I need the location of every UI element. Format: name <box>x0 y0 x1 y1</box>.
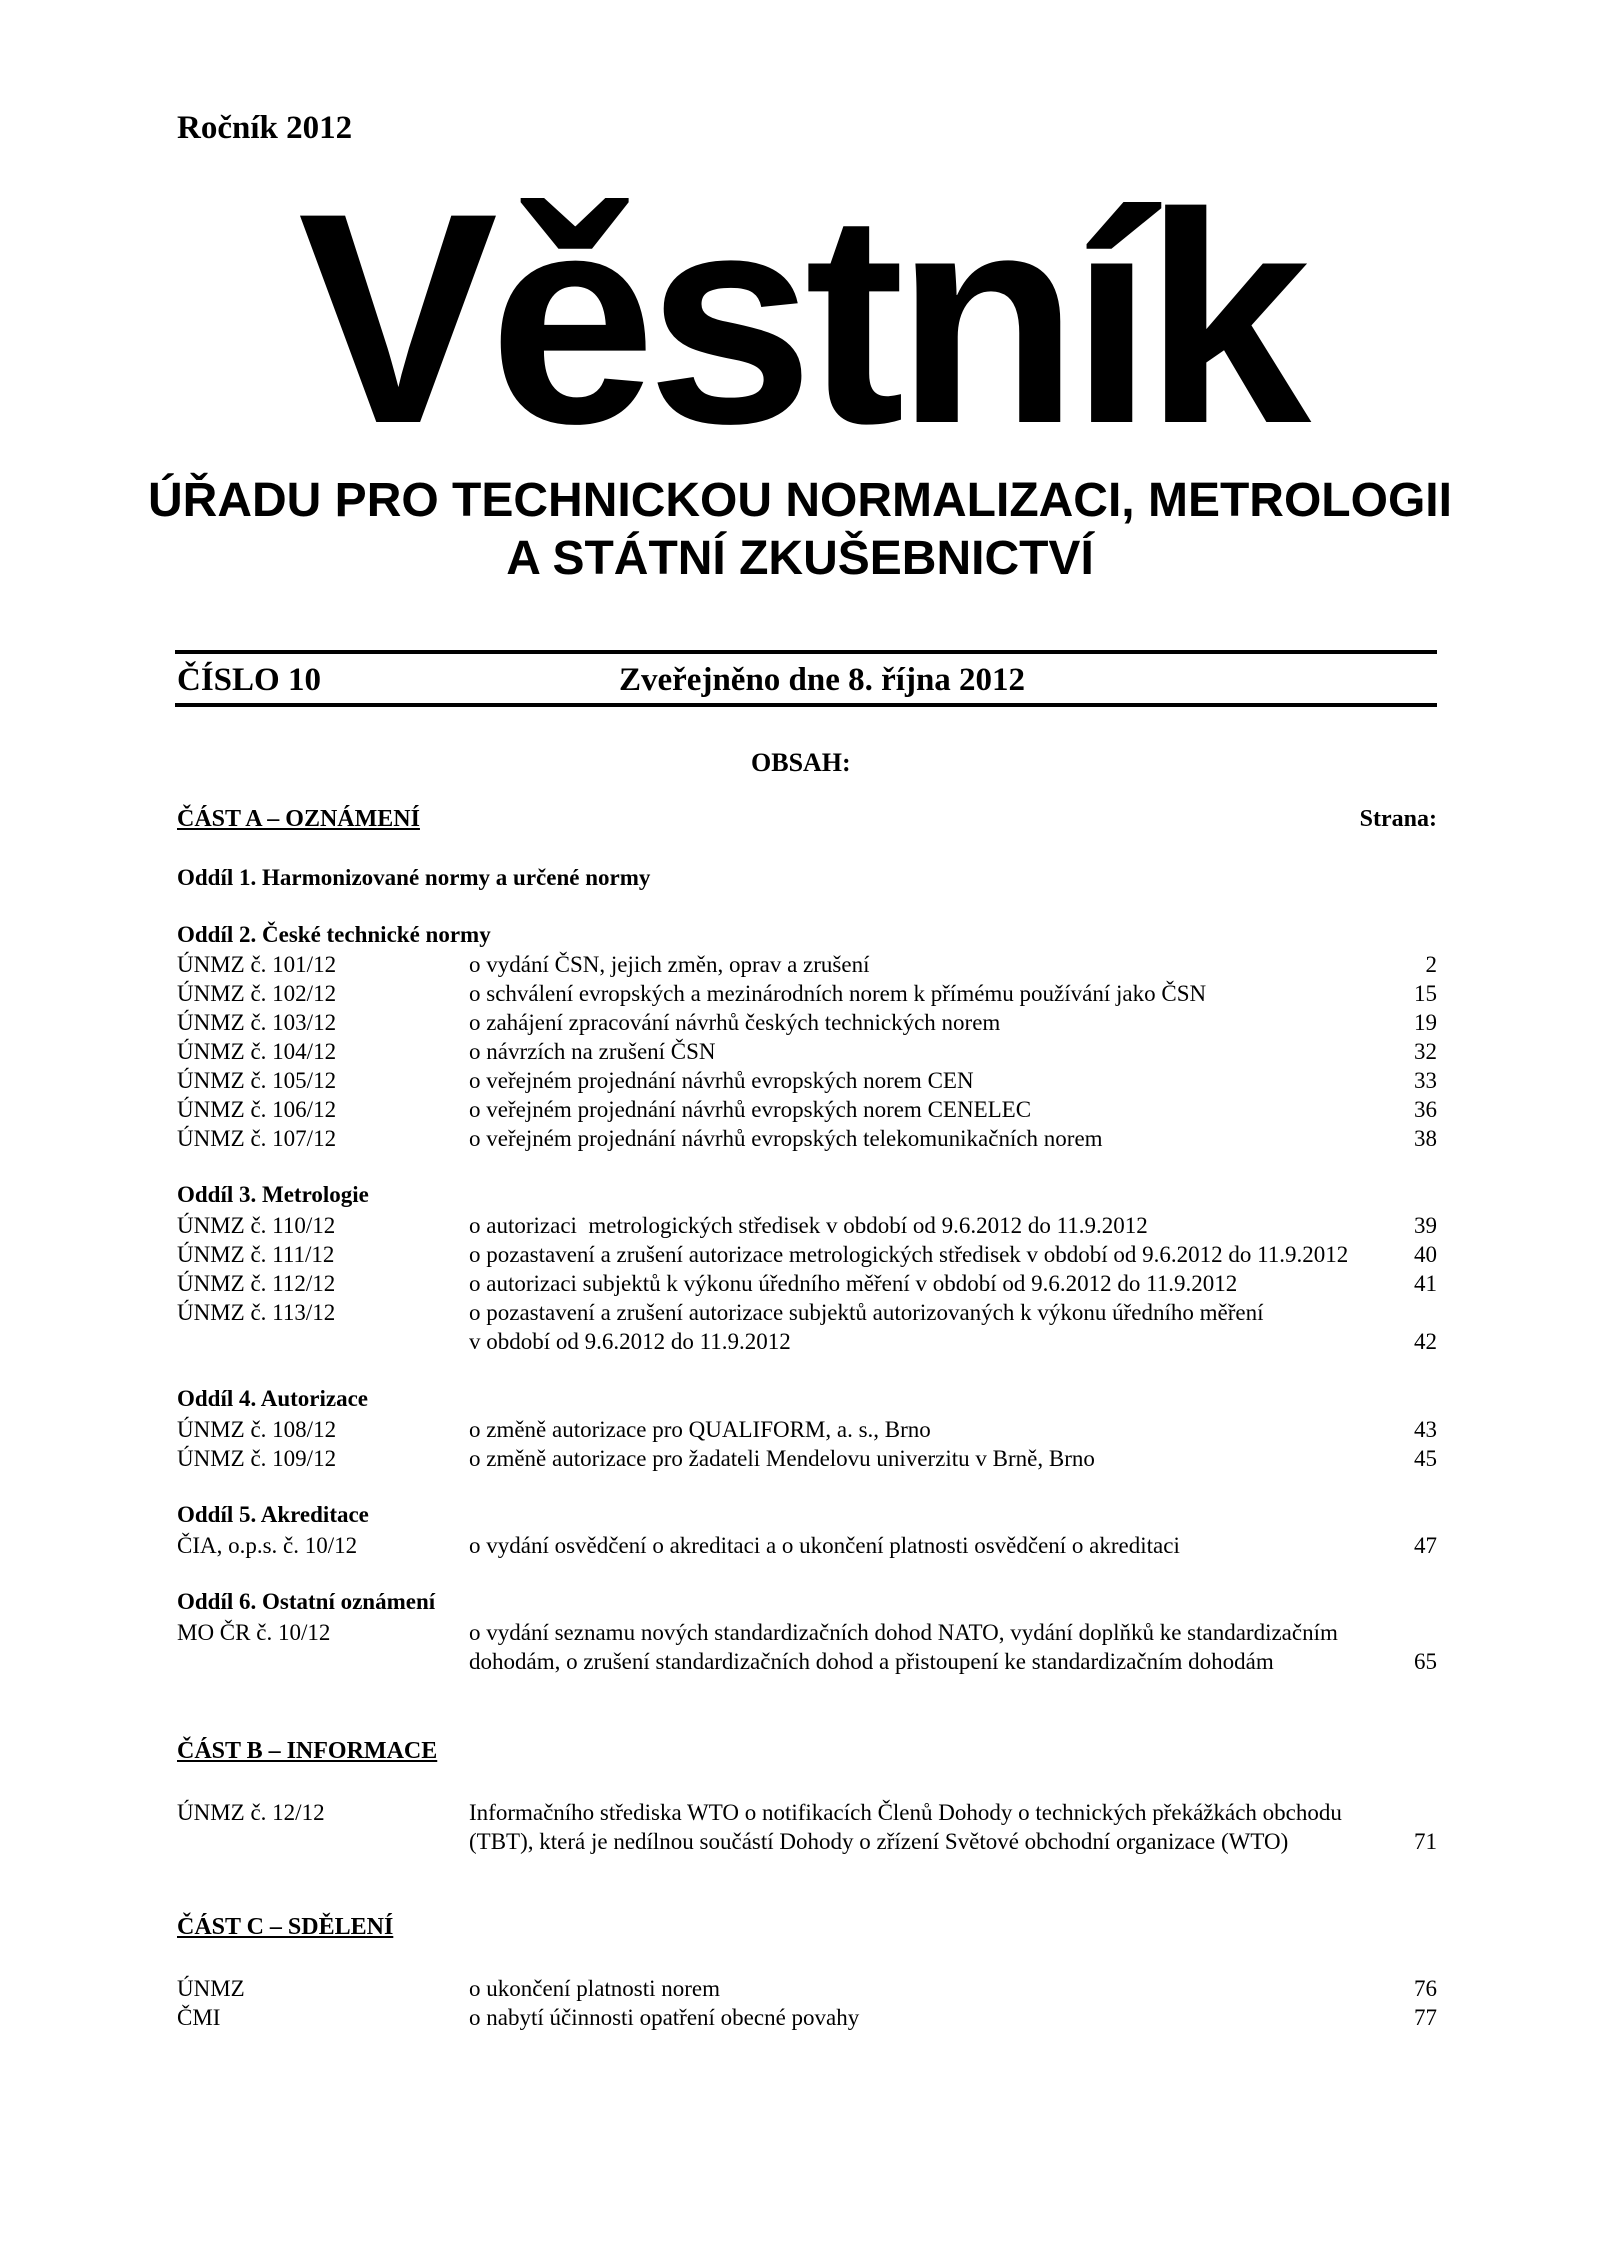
top-rule <box>175 650 1437 654</box>
entry-ref: ÚNMZ č. 107/12 <box>177 1126 337 1151</box>
entry-desc: o vydání seznamu nových standardizačních dohod NATO, vydání doplňků ke standardizačním <box>469 1620 1338 1645</box>
entry-ref: ÚNMZ č. 108/12 <box>177 1417 337 1442</box>
entry-desc-continued: v období od 9.6.2012 do 11.9.2012 <box>469 1329 791 1354</box>
part-b-title: ČÁST B – INFORMACE <box>177 1738 438 1764</box>
entry-ref: ÚNMZ č. 101/12 <box>177 952 337 977</box>
entry-desc: o návrzích na zrušení ČSN <box>469 1039 716 1064</box>
part-c-title: ČÁST C – SDĚLENÍ <box>177 1914 394 1940</box>
issue-number: ČÍSLO 10 <box>177 662 321 698</box>
publisher-subtitle <box>0 472 1600 588</box>
entry-desc: o schválení evropských a mezinárodních norem k přímému používání jako ČSN <box>469 981 1207 1006</box>
entry-ref: ÚNMZ č. 112/12 <box>177 1271 336 1296</box>
part-b-heading <box>177 1738 1437 1765</box>
entry-ref: ÚNMZ č. 113/12 <box>177 1300 336 1325</box>
entry-page: 43 <box>1414 1417 1437 1442</box>
section-title: Oddíl 2. České technické normy <box>177 922 491 947</box>
entry-ref: ÚNMZ č. 104/12 <box>177 1039 337 1064</box>
volume-year: Ročník 2012 <box>177 110 353 146</box>
entry-desc: o autorizaci subjektů k výkonu úředního měření v období od 9.6.2012 do 11.9.2012 <box>469 1271 1238 1296</box>
entry-page: 41 <box>1414 1271 1437 1296</box>
entry-page: 38 <box>1414 1126 1437 1151</box>
entry-desc: o změně autorizace pro žadateli Mendelovu univerzitu v Brně, Brno <box>469 1446 1095 1471</box>
entry-ref: ÚNMZ č. 110/12 <box>177 1213 336 1238</box>
entry-ref: ÚNMZ <box>177 1976 245 2001</box>
page-column-label: Strana: <box>1359 806 1437 832</box>
entry-ref: ÚNMZ č. 106/12 <box>177 1097 337 1122</box>
entry-desc: o nabytí účinnosti opatření obecné povahy <box>469 2005 860 2030</box>
entry-page: 40 <box>1414 1242 1437 1267</box>
entry-ref: ÚNMZ č. 109/12 <box>177 1446 337 1471</box>
entry-page: 71 <box>1414 1829 1437 1854</box>
section-title: Oddíl 4. Autorizace <box>177 1386 369 1411</box>
subtitle-line-2: A STÁTNÍ ZKUŠEBNICTVÍ <box>506 532 1094 585</box>
entry-desc: o vydání ČSN, jejich změn, oprav a zrušení <box>469 952 870 977</box>
entry-page: 2 <box>1425 952 1437 977</box>
section-title: Oddíl 1. Harmonizované normy a určené normy <box>177 865 651 890</box>
entry-desc-continued: dohodám, o zrušení standardizačních dohod a přistoupení ke standardizačním dohodám <box>469 1649 1274 1674</box>
entry-ref: MO ČR č. 10/12 <box>177 1620 331 1645</box>
entry-desc: o zahájení zpracování návrhů českých technických norem <box>469 1010 1001 1035</box>
section-title: Oddíl 5. Akreditace <box>177 1502 369 1527</box>
entry-desc: o pozastavení a zrušení autorizace subjektů autorizovaných k výkonu úředního měření <box>469 1300 1264 1325</box>
entry-desc: o vydání osvědčení o akreditaci a o ukončení platnosti osvědčení o akreditaci <box>469 1533 1180 1558</box>
entry-page: 36 <box>1414 1097 1437 1122</box>
entry-page: 76 <box>1414 1976 1437 2001</box>
entry-desc: o pozastavení a zrušení autorizace metrologických středisek v období od 9.6.2012 do 11.9.2012 <box>469 1242 1349 1267</box>
entry-desc: Informačního střediska WTO o notifikacích Členů Dohody o technických překážkách obchodu <box>469 1800 1342 1825</box>
entry-desc: o autorizaci metrologických středisek v období od 9.6.2012 do 11.9.2012 <box>469 1213 1148 1238</box>
entry-page: 47 <box>1414 1533 1437 1558</box>
entry-ref: ÚNMZ č. 102/12 <box>177 981 337 1006</box>
part-a-title: ČÁST A – OZNÁMENÍ <box>177 806 420 832</box>
entry-page: 19 <box>1414 1010 1437 1035</box>
part-a-heading <box>177 806 1437 833</box>
section-title: Oddíl 6. Ostatní oznámení <box>177 1589 436 1614</box>
entry-ref: ÚNMZ č. 103/12 <box>177 1010 337 1035</box>
entry-desc: o veřejném projednání návrhů evropských telekomunikačních norem <box>469 1126 1103 1151</box>
entry-page: 33 <box>1414 1068 1437 1093</box>
entry-page: 15 <box>1414 981 1437 1006</box>
entry-page: 32 <box>1414 1039 1437 1064</box>
entry-ref: ÚNMZ č. 111/12 <box>177 1242 335 1267</box>
entry-page: 77 <box>1414 2005 1437 2030</box>
entry-ref: ČMI <box>177 2005 221 2030</box>
publication-date: Zveřejněno dne 8. října 2012 <box>619 662 1026 698</box>
entry-ref: ČIA, o.p.s. č. 10/12 <box>177 1533 358 1558</box>
part-c-heading <box>177 1914 1437 1941</box>
masthead-title: Věstník <box>297 150 1303 486</box>
entry-ref: ÚNMZ č. 12/12 <box>177 1800 325 1825</box>
entry-desc: o veřejném projednání návrhů evropských norem CEN <box>469 1068 974 1093</box>
entry-desc-continued: (TBT), která je nedílnou součástí Dohody o zřízení Světové obchodní organizace (WTO) <box>469 1829 1289 1854</box>
entry-desc: o veřejném projednání návrhů evropských norem CENELEC <box>469 1097 1032 1122</box>
toc-heading: OBSAH: <box>751 748 851 777</box>
entry-desc: o ukončení platnosti norem <box>469 1976 721 2001</box>
entry-page: 42 <box>1414 1329 1437 1354</box>
entry-ref: ÚNMZ č. 105/12 <box>177 1068 337 1093</box>
entry-page: 65 <box>1414 1649 1437 1674</box>
subtitle-line-1: ÚŘADU PRO TECHNICKOU NORMALIZACI, METROLOGII <box>148 474 1452 527</box>
section-title: Oddíl 3. Metrologie <box>177 1182 369 1207</box>
bottom-rule <box>175 703 1437 707</box>
entry-page: 45 <box>1414 1446 1437 1471</box>
entry-page: 39 <box>1414 1213 1437 1238</box>
entry-desc: o změně autorizace pro QUALIFORM, a. s., Brno <box>469 1417 931 1442</box>
